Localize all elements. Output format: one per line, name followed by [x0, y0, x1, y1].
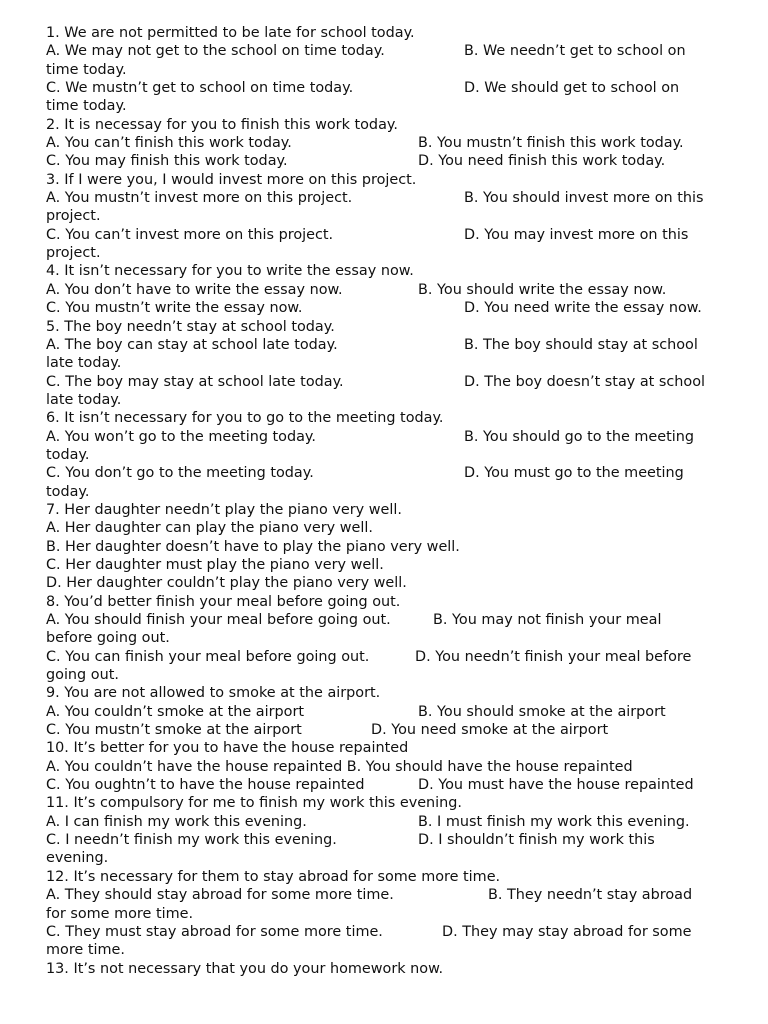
answer-line: [46, 758, 731, 776]
answer-line: [46, 574, 731, 592]
option-d: D. I shouldn’t finish my work this: [418, 832, 655, 849]
text-fragment: 11. It’s compulsory for me to finish my work this evening.: [46, 795, 463, 812]
answer-line: [46, 538, 731, 556]
question-stem: [46, 116, 731, 134]
option-a: A. We may not get to the school on time today.: [46, 43, 385, 60]
text-fragment: 4. It isn’t necessary for you to write the essay now.: [46, 263, 414, 280]
answer-line: [46, 813, 731, 831]
question-stem: [46, 318, 731, 336]
option-c: C. You can’t invest more on this project.: [46, 226, 334, 243]
option-c: C. You can finish your meal before going out.: [46, 648, 370, 665]
answer-line: [46, 134, 731, 152]
option-d: D. You need write the essay now.: [464, 300, 702, 317]
option-c: C. You may finish this work today.: [46, 153, 288, 170]
option-d: D. You must have the house repainted: [418, 777, 694, 794]
text-fragment: 7. Her daughter needn’t play the piano very well.: [46, 501, 402, 518]
answer-line: [46, 886, 731, 904]
option-b: B. They needn’t stay abroad: [488, 887, 693, 904]
question-stem: [46, 684, 731, 702]
option-b: B. You should go to the meeting: [464, 428, 694, 445]
text-fragment: 8. You’d better finish your meal before going out.: [46, 593, 401, 610]
question-stem: [46, 409, 731, 427]
option-d: D. You need finish this work today.: [418, 153, 666, 170]
question-stem: [46, 171, 731, 189]
option-a: A. You can’t finish this work today.: [46, 135, 292, 152]
option-c: C. We mustn’t get to school on time today.: [46, 80, 354, 97]
answer-line: [46, 703, 731, 721]
text-fragment: today.: [46, 483, 90, 500]
answer-continuation: [46, 629, 731, 647]
text-fragment: project.: [46, 245, 101, 262]
option-a: A. The boy can stay at school late today.: [46, 336, 338, 353]
option-b: B. Her daughter doesn’t have to play the piano very well.: [46, 538, 460, 555]
text-fragment: going out.: [46, 667, 119, 684]
option-c: C. They must stay abroad for some more time.: [46, 923, 383, 940]
answer-continuation: [46, 666, 731, 684]
answer-continuation: [46, 97, 731, 115]
option-a: A. You mustn’t invest more on this project.: [46, 190, 353, 207]
question-stem: [46, 593, 731, 611]
answer-continuation: [46, 354, 731, 372]
answer-continuation: [46, 61, 731, 79]
answer-line: [46, 556, 731, 574]
text-fragment: 6. It isn’t necessary for you to go to the meeting today.: [46, 410, 444, 427]
option-b: B. The boy should stay at school: [464, 336, 698, 353]
option-b: B. I must finish my work this evening.: [418, 813, 690, 830]
question-stem: [46, 262, 731, 280]
answer-continuation: [46, 207, 731, 225]
option-c: C. You mustn’t smoke at the airport: [46, 722, 302, 739]
answer-line: [46, 648, 731, 666]
answer-line: [46, 189, 731, 207]
text-fragment: more time.: [46, 942, 125, 959]
text-fragment: project.: [46, 208, 101, 225]
text-fragment: 2. It is necessay for you to finish this work today.: [46, 116, 398, 133]
option-a: A. I can finish my work this evening.: [46, 813, 307, 830]
answer-line: [46, 464, 731, 482]
option-a: A. They should stay abroad for some more time.: [46, 887, 394, 904]
worksheet: [46, 24, 731, 978]
option-c: C. You oughtn’t to have the house repainted: [46, 777, 365, 794]
option-b: B. You mustn’t finish this work today.: [418, 135, 684, 152]
text-fragment: today.: [46, 446, 90, 463]
option-d: D. We should get to school on: [464, 80, 680, 97]
answer-line: [46, 42, 731, 60]
answer-line: [46, 519, 731, 537]
text-fragment: 13. It’s not necessary that you do your homework now.: [46, 960, 444, 977]
answer-line: [46, 79, 731, 97]
text-fragment: evening.: [46, 850, 109, 867]
option-a: A. Her daughter can play the piano very well.: [46, 520, 373, 537]
option-d: D. The boy doesn’t stay at school: [464, 373, 706, 390]
text-fragment: time today.: [46, 61, 127, 78]
text-fragment: 3. If I were you, I would invest more on this project.: [46, 171, 417, 188]
answer-line: [46, 611, 731, 629]
option-c: C. You mustn’t write the essay now.: [46, 300, 303, 317]
answer-line: [46, 373, 731, 391]
answer-line: [46, 226, 731, 244]
option-c: C. You don’t go to the meeting today.: [46, 465, 314, 482]
option-a: A. You won’t go to the meeting today.: [46, 428, 316, 445]
option-d: D. Her daughter couldn’t play the piano very well.: [46, 575, 407, 592]
question-stem: [46, 960, 731, 978]
answer-line: [46, 831, 731, 849]
option-d: D. You must go to the meeting: [464, 465, 684, 482]
option-b: B. You may not finish your meal: [433, 612, 662, 628]
question-stem: [46, 739, 731, 757]
question-stem: [46, 501, 731, 519]
answer-line: [46, 152, 731, 170]
option-d: D. They may stay abroad for some: [442, 923, 692, 940]
option-a: A. You should finish your meal before going out.: [46, 612, 391, 628]
option-a: A. You don’t have to write the essay now.: [46, 281, 343, 298]
text-fragment: 9. You are not allowed to smoke at the airport.: [46, 685, 381, 702]
text-fragment: 1. We are not permitted to be late for school today.: [46, 25, 415, 41]
text-fragment: 5. The boy needn’t stay at school today.: [46, 318, 335, 335]
question-stem: [46, 868, 731, 886]
option-d: D. You may invest more on this: [464, 226, 689, 243]
answer-line: [46, 428, 731, 446]
text-fragment: 12. It’s necessary for them to stay abroad for some more time.: [46, 868, 501, 885]
option-c: C. The boy may stay at school late today.: [46, 373, 344, 390]
text-fragment: late today.: [46, 391, 122, 408]
answer-continuation: [46, 244, 731, 262]
option-a-b: A. You couldn’t have the house repainted B. You should have the house repainted: [46, 758, 633, 775]
question-stem: [46, 794, 731, 812]
text-fragment: 10. It’s better for you to have the house repainted: [46, 740, 409, 757]
answer-continuation: [46, 483, 731, 501]
answer-continuation: [46, 391, 731, 409]
answer-line: [46, 923, 731, 941]
option-c: C. Her daughter must play the piano very well.: [46, 556, 384, 573]
option-b: B. You should write the essay now.: [418, 281, 667, 298]
answer-line: [46, 776, 731, 794]
answer-line: [46, 336, 731, 354]
answer-continuation: [46, 849, 731, 867]
text-fragment: late today.: [46, 355, 122, 372]
option-b: B. We needn’t get to school on: [464, 43, 686, 60]
option-d: D. You need smoke at the airport: [371, 722, 609, 739]
text-fragment: time today.: [46, 98, 127, 115]
option-b: B. You should smoke at the airport: [418, 703, 666, 720]
option-b: B. You should invest more on this: [464, 190, 704, 207]
question-stem: [46, 24, 731, 42]
answer-line: [46, 299, 731, 317]
option-d: D. You needn’t finish your meal before: [415, 648, 692, 665]
answer-continuation: [46, 941, 731, 959]
answer-line: [46, 721, 731, 739]
option-c: C. I needn’t finish my work this evening.: [46, 832, 337, 849]
answer-continuation: [46, 905, 731, 923]
option-a: A. You couldn’t smoke at the airport: [46, 703, 305, 720]
answer-line: [46, 281, 731, 299]
answer-continuation: [46, 446, 731, 464]
text-fragment: for some more time.: [46, 905, 194, 922]
text-fragment: before going out.: [46, 630, 170, 647]
